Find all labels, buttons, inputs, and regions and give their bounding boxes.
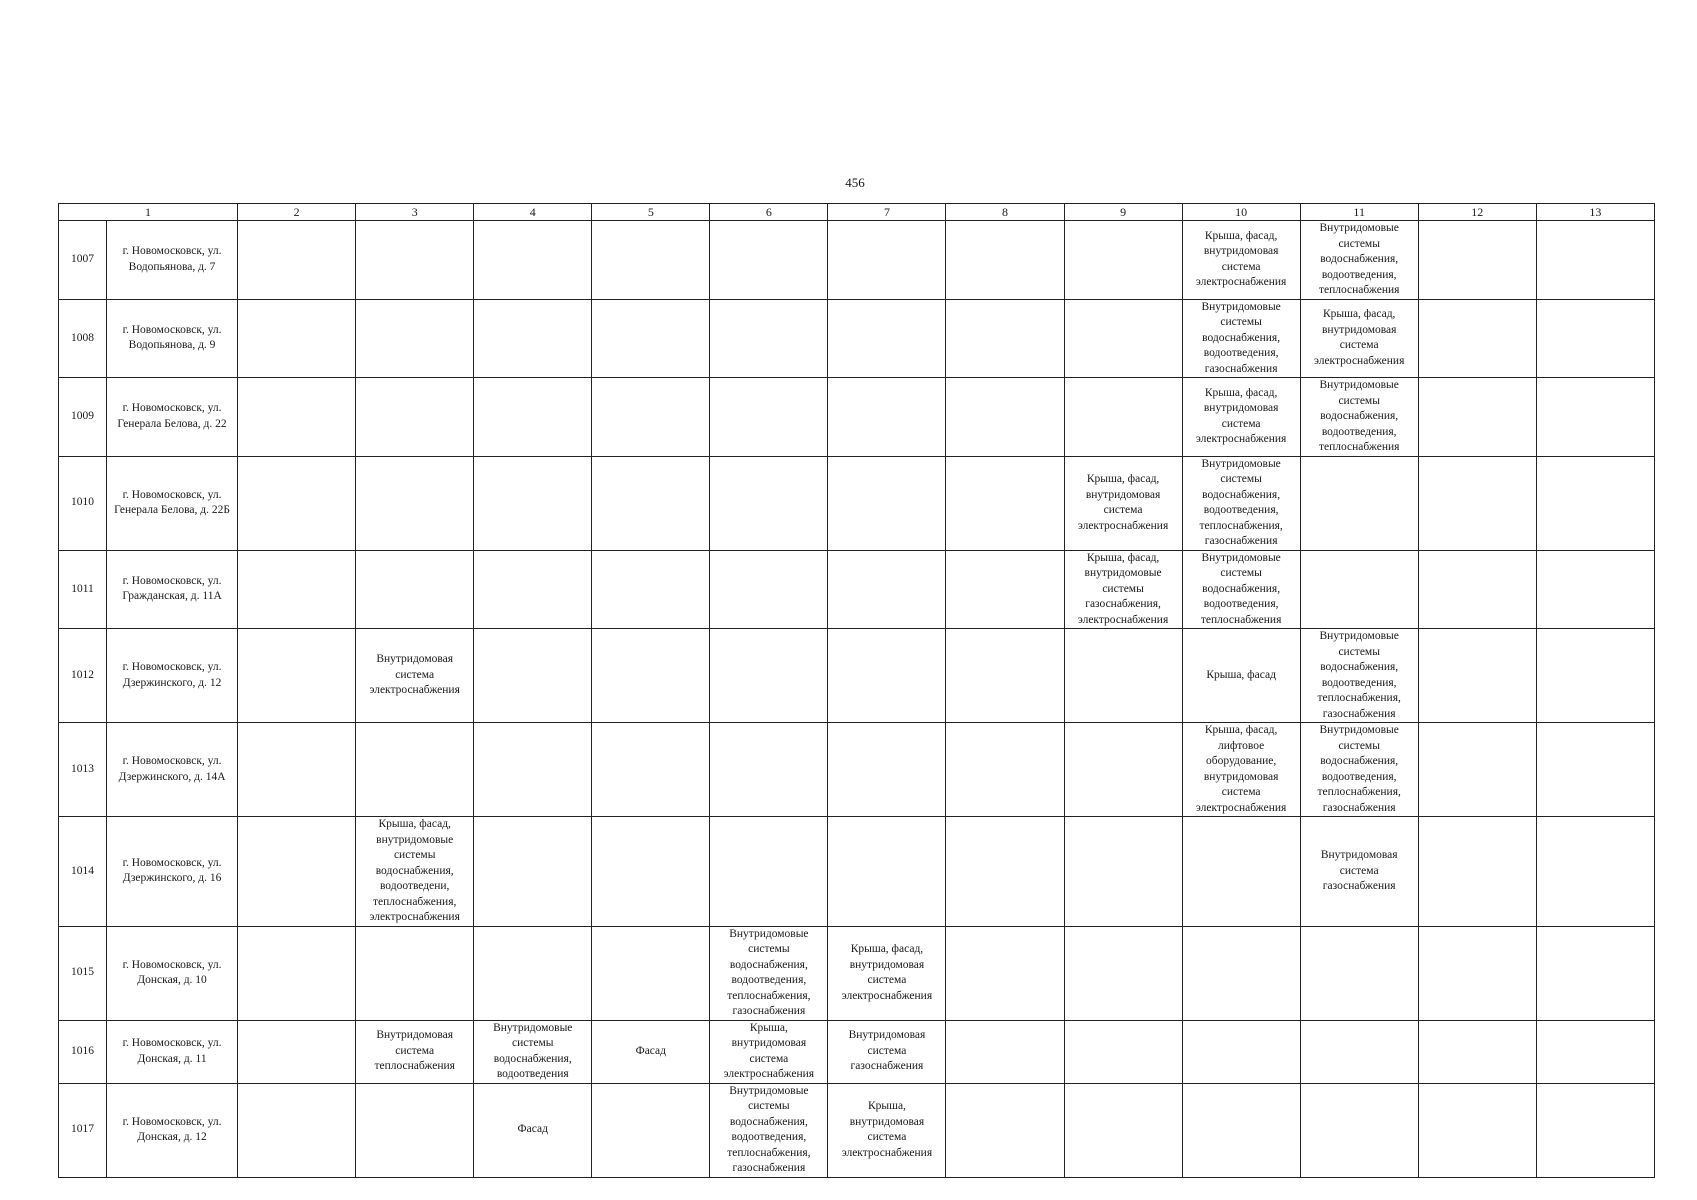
work-cell-col-9 (1064, 221, 1182, 300)
column-header-10: 10 (1182, 204, 1300, 221)
work-cell-col-8 (946, 299, 1064, 378)
work-cell-col-7 (828, 456, 946, 550)
work-cell-col-6 (710, 723, 828, 817)
work-cell-col-4 (474, 817, 592, 927)
row-number: 1012 (59, 629, 107, 723)
work-cell-col-8 (946, 550, 1064, 629)
work-cell-col-13 (1536, 629, 1654, 723)
row-number: 1009 (59, 378, 107, 457)
work-cell-col-11: Внутридомовые системы водоснабжения, водоотведения, теплоснабжения, газоснабжения (1300, 629, 1418, 723)
work-cell-col-6 (710, 817, 828, 927)
address-cell: г. Новомосковск, ул. Водопьянова, д. 9 (107, 299, 238, 378)
work-cell-col-6 (710, 221, 828, 300)
column-header-11: 11 (1300, 204, 1418, 221)
work-cell-col-12 (1418, 299, 1536, 378)
work-cell-col-7: Крыша, фасад, внутридомовая система электроснабжения (828, 926, 946, 1020)
work-cell-col-3 (356, 299, 474, 378)
work-cell-col-11 (1300, 456, 1418, 550)
work-cell-col-10: Внутридомовые системы водоснабжения, водоотведения, газоснабжения (1182, 299, 1300, 378)
row-number: 1015 (59, 926, 107, 1020)
column-header-7: 7 (828, 204, 946, 221)
row-number: 1011 (59, 550, 107, 629)
work-cell-col-7 (828, 378, 946, 457)
work-cell-col-10 (1182, 1083, 1300, 1177)
work-cell-col-10 (1182, 926, 1300, 1020)
column-header-8: 8 (946, 204, 1064, 221)
table-row (59, 456, 1655, 550)
work-cell-col-13 (1536, 378, 1654, 457)
work-cell-col-5 (592, 817, 710, 927)
work-cell-col-12 (1418, 456, 1536, 550)
work-cell-col-7 (828, 299, 946, 378)
address-cell: г. Новомосковск, ул. Дзержинского, д. 16 (107, 817, 238, 927)
work-cell-col-2 (238, 629, 356, 723)
address-cell: г. Новомосковск, ул. Водопьянова, д. 7 (107, 221, 238, 300)
work-cell-col-2 (238, 1020, 356, 1083)
table-row (59, 817, 1655, 927)
work-cell-col-2 (238, 817, 356, 927)
address-cell: г. Новомосковск, ул. Дзержинского, д. 14А (107, 723, 238, 817)
work-cell-col-6 (710, 456, 828, 550)
work-cell-col-9 (1064, 817, 1182, 927)
work-cell-col-9 (1064, 1020, 1182, 1083)
work-cell-col-13 (1536, 299, 1654, 378)
work-cell-col-3 (356, 926, 474, 1020)
work-cell-col-9: Крыша, фасад, внутридомовая система электроснабжения (1064, 456, 1182, 550)
work-cell-col-8 (946, 221, 1064, 300)
work-cell-col-13 (1536, 926, 1654, 1020)
work-cell-col-5: Фасад (592, 1020, 710, 1083)
work-cell-col-9 (1064, 723, 1182, 817)
work-cell-col-2 (238, 926, 356, 1020)
work-cell-col-8 (946, 817, 1064, 927)
work-cell-col-2 (238, 221, 356, 300)
column-header-9: 9 (1064, 204, 1182, 221)
row-number: 1008 (59, 299, 107, 378)
work-cell-col-3: Крыша, фасад, внутридомовые системы водоснабжения, водоотведени, теплоснабжения, электроснабжения (356, 817, 474, 927)
work-cell-col-5 (592, 1083, 710, 1177)
work-cell-col-5 (592, 299, 710, 378)
row-number: 1014 (59, 817, 107, 927)
work-cell-col-11 (1300, 1020, 1418, 1083)
table-row (59, 926, 1655, 1020)
work-cell-col-6: Крыша, внутридомовая система электроснабжения (710, 1020, 828, 1083)
page-number: 456 (845, 175, 865, 190)
work-cell-col-7 (828, 723, 946, 817)
work-cell-col-13 (1536, 456, 1654, 550)
table-row (59, 378, 1655, 457)
work-cell-col-13 (1536, 221, 1654, 300)
work-cell-col-11: Внутридомовая система газоснабжения (1300, 817, 1418, 927)
work-cell-col-7 (828, 221, 946, 300)
work-cell-col-8 (946, 378, 1064, 457)
work-cell-col-12 (1418, 221, 1536, 300)
work-cell-col-4 (474, 221, 592, 300)
work-cell-col-5 (592, 629, 710, 723)
column-header-6: 6 (710, 204, 828, 221)
work-cell-col-10: Внутридомовые системы водоснабжения, водоотведения, теплоснабжения (1182, 550, 1300, 629)
work-cell-col-2 (238, 456, 356, 550)
work-cell-col-11: Крыша, фасад, внутридомовая система электроснабжения (1300, 299, 1418, 378)
table-row (59, 723, 1655, 817)
work-cell-col-6 (710, 299, 828, 378)
work-cell-col-10 (1182, 1020, 1300, 1083)
work-cell-col-12 (1418, 1083, 1536, 1177)
work-cell-col-13 (1536, 1020, 1654, 1083)
work-cell-col-12 (1418, 817, 1536, 927)
work-cell-col-8 (946, 1083, 1064, 1177)
address-cell: г. Новомосковск, ул. Дзержинского, д. 12 (107, 629, 238, 723)
work-cell-col-3 (356, 456, 474, 550)
work-cell-col-7: Крыша, внутридомовая система электроснабжения (828, 1083, 946, 1177)
work-cell-col-3 (356, 378, 474, 457)
work-cell-col-10: Крыша, фасад, внутридомовая система электроснабжения (1182, 221, 1300, 300)
row-number: 1017 (59, 1083, 107, 1177)
column-header-1: 1 (59, 204, 238, 221)
work-cell-col-7 (828, 817, 946, 927)
row-number: 1007 (59, 221, 107, 300)
column-header-5: 5 (592, 204, 710, 221)
work-cell-col-10: Крыша, фасад, внутридомовая система электроснабжения (1182, 378, 1300, 457)
work-cell-col-7 (828, 629, 946, 723)
work-cell-col-5 (592, 456, 710, 550)
work-cell-col-4 (474, 629, 592, 723)
work-cell-col-5 (592, 221, 710, 300)
work-cell-col-13 (1536, 723, 1654, 817)
row-number: 1016 (59, 1020, 107, 1083)
repair-schedule-table (58, 203, 1655, 1178)
work-cell-col-13 (1536, 550, 1654, 629)
address-cell: г. Новомосковск, ул. Генерала Белова, д. 22Б (107, 456, 238, 550)
work-cell-col-5 (592, 926, 710, 1020)
work-cell-col-2 (238, 378, 356, 457)
work-cell-col-8 (946, 629, 1064, 723)
work-cell-col-10 (1182, 817, 1300, 927)
work-cell-col-4: Фасад (474, 1083, 592, 1177)
work-cell-col-6: Внутридомовые системы водоснабжения, водоотведения, теплоснабжения, газоснабжения (710, 1083, 828, 1177)
row-number: 1013 (59, 723, 107, 817)
work-cell-col-7: Внутридомовая система газоснабжения (828, 1020, 946, 1083)
work-cell-col-10: Внутридомовые системы водоснабжения, водоотведения, теплоснабжения, газоснабжения (1182, 456, 1300, 550)
table-row (59, 221, 1655, 300)
work-cell-col-3 (356, 221, 474, 300)
work-cell-col-10: Крыша, фасад, лифтовое оборудование, внутридомовая система электроснабжения (1182, 723, 1300, 817)
work-cell-col-6 (710, 378, 828, 457)
work-cell-col-9: Крыша, фасад, внутридомовые системы газоснабжения, электроснабжения (1064, 550, 1182, 629)
work-cell-col-12 (1418, 629, 1536, 723)
work-cell-col-9 (1064, 378, 1182, 457)
work-cell-col-8 (946, 723, 1064, 817)
work-cell-col-3 (356, 550, 474, 629)
work-cell-col-8 (946, 456, 1064, 550)
work-cell-col-9 (1064, 299, 1182, 378)
work-cell-col-6 (710, 629, 828, 723)
work-cell-col-5 (592, 723, 710, 817)
header-row (59, 204, 1655, 221)
work-cell-col-4 (474, 299, 592, 378)
work-cell-col-11: Внутридомовые системы водоснабжения, водоотведения, теплоснабжения, газоснабжения (1300, 723, 1418, 817)
address-cell: г. Новомосковск, ул. Донская, д. 12 (107, 1083, 238, 1177)
work-cell-col-11 (1300, 550, 1418, 629)
work-cell-col-4 (474, 926, 592, 1020)
work-cell-col-2 (238, 299, 356, 378)
address-cell: г. Новомосковск, ул. Гражданская, д. 11А (107, 550, 238, 629)
table-row (59, 1020, 1655, 1083)
work-cell-col-13 (1536, 817, 1654, 927)
work-cell-col-9 (1064, 926, 1182, 1020)
work-cell-col-9 (1064, 1083, 1182, 1177)
work-cell-col-11: Внутридомовые системы водоснабжения, водоотведения, теплоснабжения (1300, 378, 1418, 457)
work-cell-col-8 (946, 926, 1064, 1020)
work-cell-col-3 (356, 723, 474, 817)
work-cell-col-12 (1418, 723, 1536, 817)
work-cell-col-2 (238, 1083, 356, 1177)
work-cell-col-6 (710, 550, 828, 629)
row-number: 1010 (59, 456, 107, 550)
table-row (59, 550, 1655, 629)
work-cell-col-2 (238, 723, 356, 817)
column-header-12: 12 (1418, 204, 1536, 221)
work-cell-col-12 (1418, 1020, 1536, 1083)
column-header-4: 4 (474, 204, 592, 221)
work-cell-col-3: Внутридомовая система теплоснабжения (356, 1020, 474, 1083)
work-cell-col-4 (474, 723, 592, 817)
work-cell-col-11: Внутридомовые системы водоснабжения, водоотведения, теплоснабжения (1300, 221, 1418, 300)
column-header-13: 13 (1536, 204, 1654, 221)
work-cell-col-4 (474, 456, 592, 550)
work-cell-col-13 (1536, 1083, 1654, 1177)
work-cell-col-12 (1418, 378, 1536, 457)
work-cell-col-3 (356, 1083, 474, 1177)
work-cell-col-3: Внутридомовая система электроснабжения (356, 629, 474, 723)
work-cell-col-11 (1300, 926, 1418, 1020)
work-cell-col-7 (828, 550, 946, 629)
work-cell-col-4 (474, 550, 592, 629)
address-cell: г. Новомосковск, ул. Донская, д. 10 (107, 926, 238, 1020)
work-cell-col-6: Внутридомовые системы водоснабжения, водоотведения, теплоснабжения, газоснабжения (710, 926, 828, 1020)
column-header-2: 2 (238, 204, 356, 221)
work-cell-col-10: Крыша, фасад (1182, 629, 1300, 723)
work-cell-col-4 (474, 378, 592, 457)
table-row (59, 299, 1655, 378)
work-cell-col-12 (1418, 550, 1536, 629)
work-cell-col-12 (1418, 926, 1536, 1020)
work-cell-col-11 (1300, 1083, 1418, 1177)
column-header-3: 3 (356, 204, 474, 221)
table-row (59, 629, 1655, 723)
address-cell: г. Новомосковск, ул. Донская, д. 11 (107, 1020, 238, 1083)
work-cell-col-5 (592, 550, 710, 629)
work-cell-col-5 (592, 378, 710, 457)
work-cell-col-4: Внутридомовые системы водоснабжения, водоотведения (474, 1020, 592, 1083)
work-cell-col-9 (1064, 629, 1182, 723)
address-cell: г. Новомосковск, ул. Генерала Белова, д. 22 (107, 378, 238, 457)
work-cell-col-8 (946, 1020, 1064, 1083)
table-row (59, 1083, 1655, 1177)
work-cell-col-2 (238, 550, 356, 629)
